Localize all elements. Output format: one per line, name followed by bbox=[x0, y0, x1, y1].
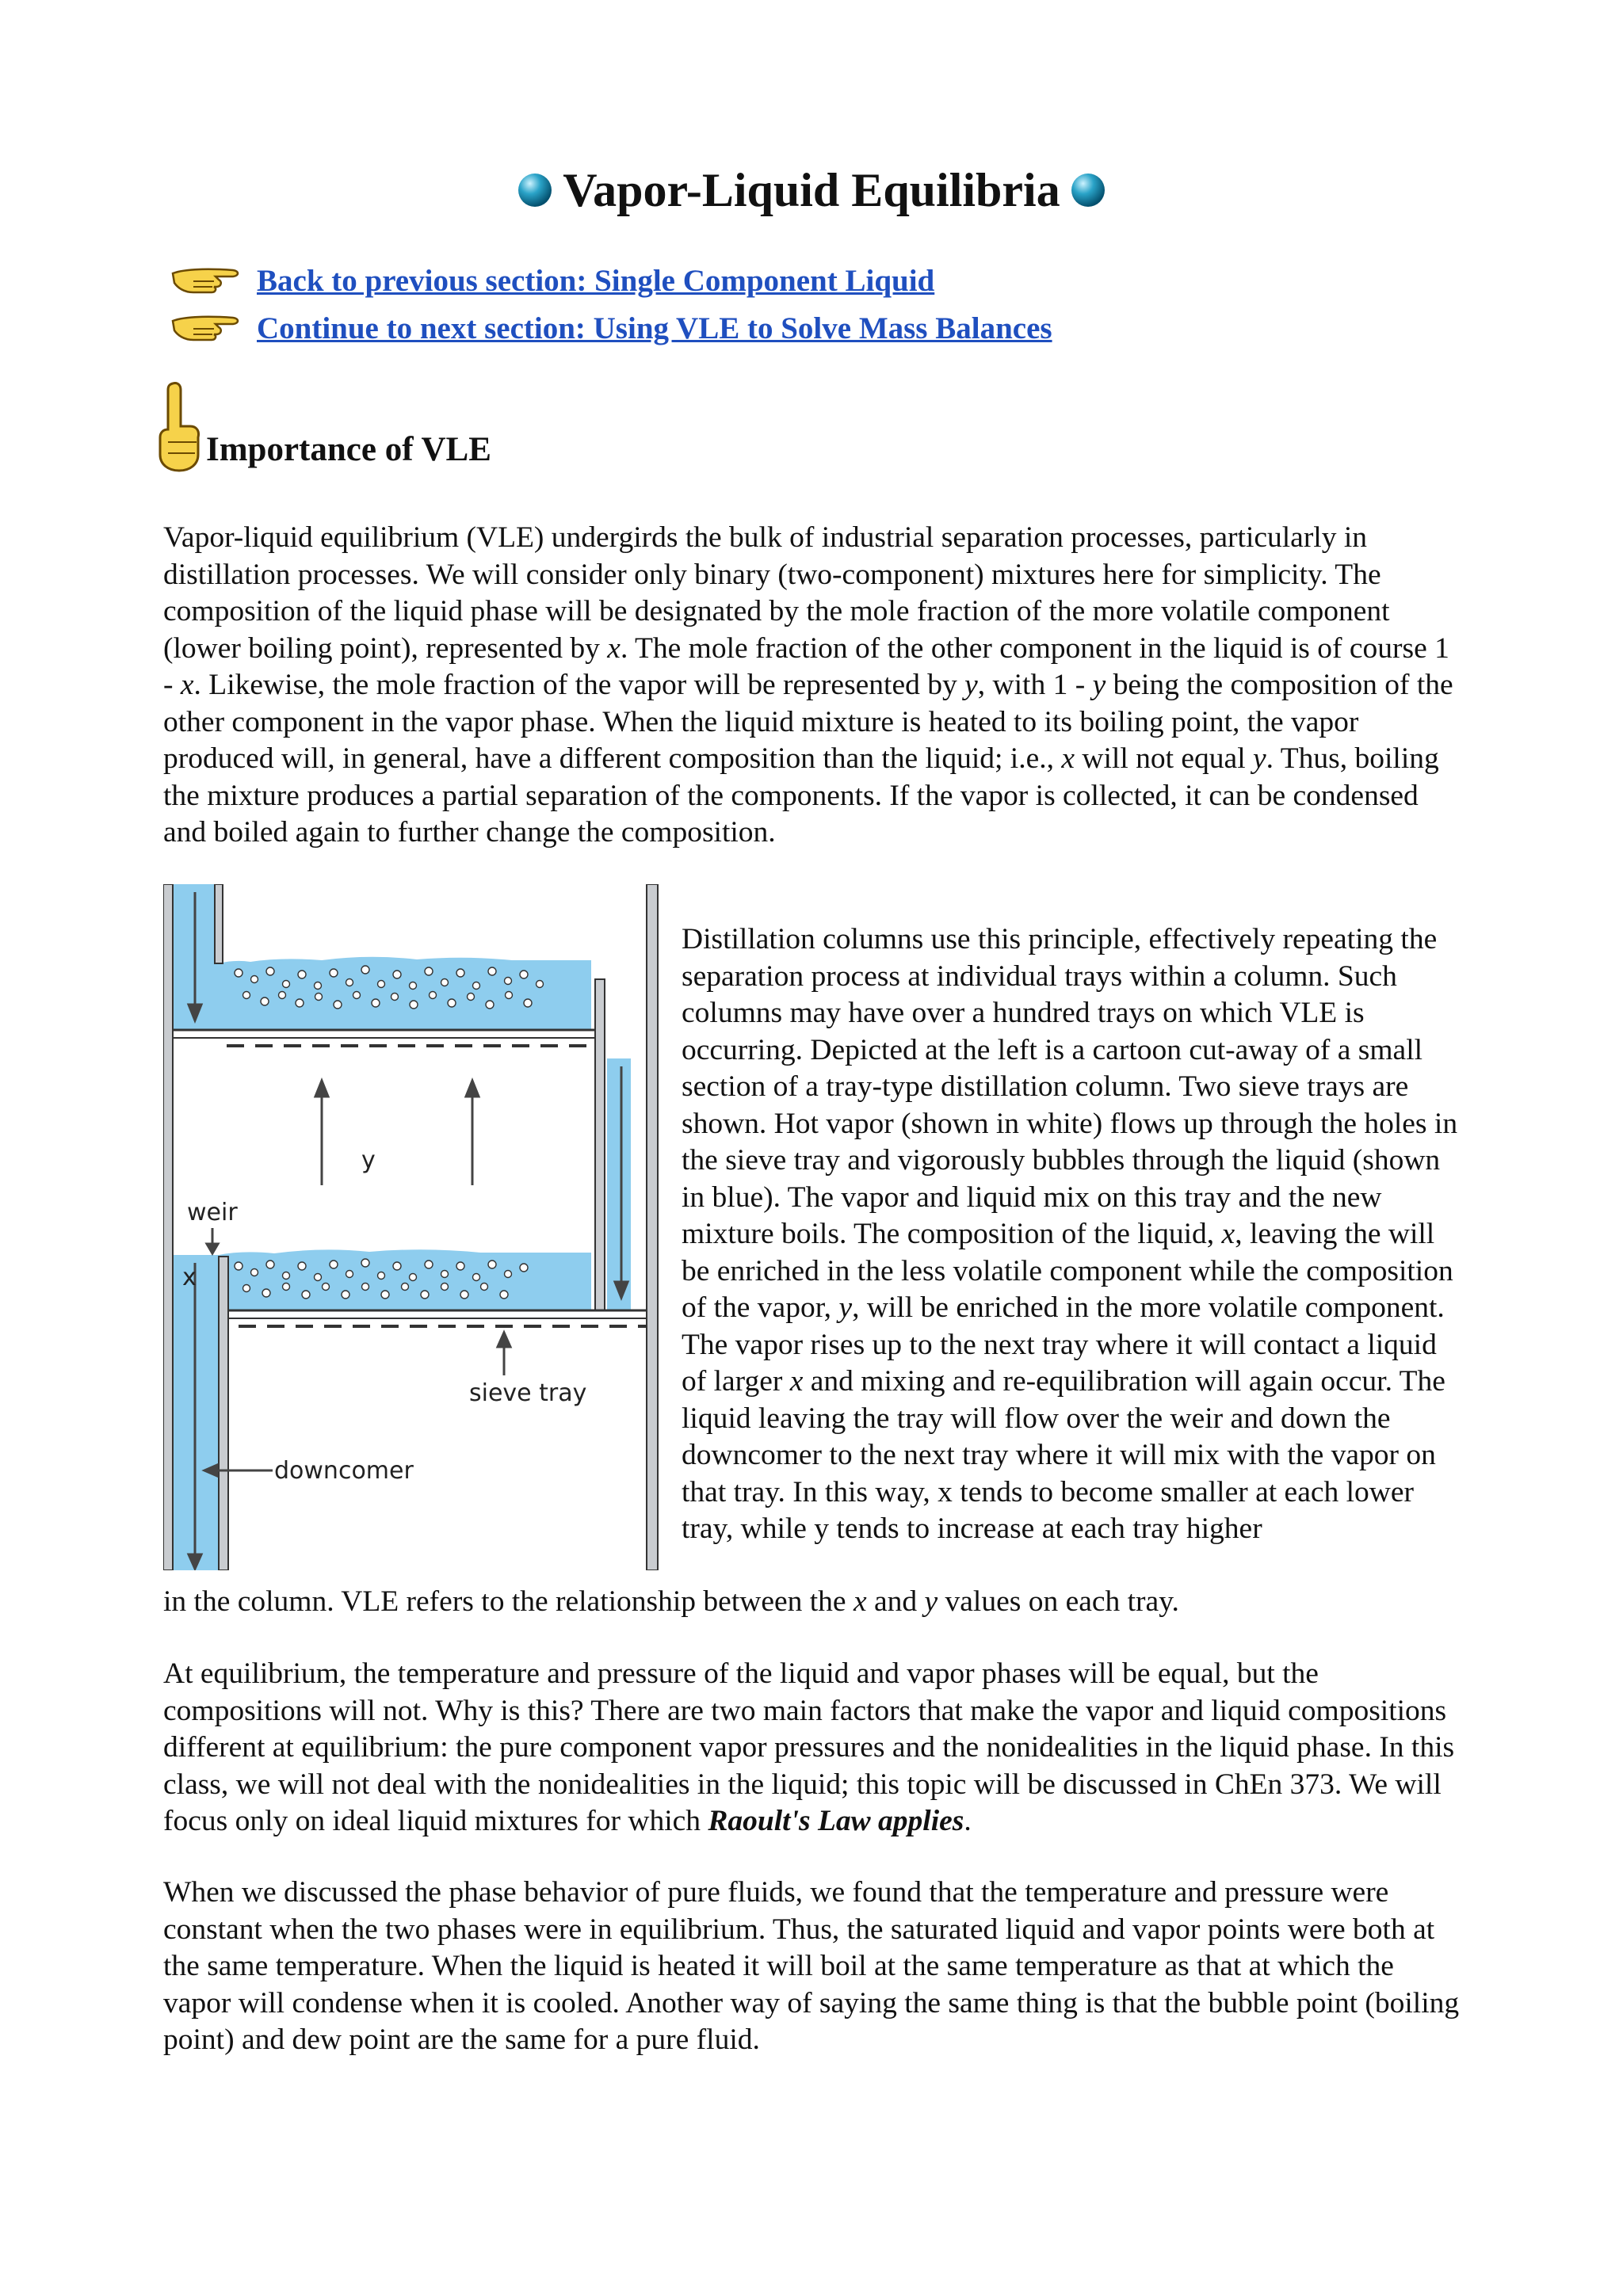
upper-right-downcomer-wall bbox=[595, 979, 605, 1310]
section-title: Importance of VLE bbox=[206, 431, 491, 468]
section-heading bbox=[155, 379, 491, 474]
distillation-paragraph-tail: in the column. VLE refers to the relationship between the x and y values on each tray. bbox=[163, 1585, 1179, 1618]
blue-ball-icon bbox=[1070, 172, 1106, 208]
lower-left-weir bbox=[219, 1257, 228, 1570]
nav-back-row bbox=[170, 257, 934, 304]
back-link[interactable]: Back to previous section: Single Component Liquid bbox=[257, 263, 935, 298]
pointing-hand-icon bbox=[170, 262, 242, 299]
pointing-hand-icon bbox=[170, 310, 242, 346]
label-weir: weir bbox=[187, 1199, 238, 1226]
upper-tray-liquid bbox=[219, 957, 591, 1030]
page-title-text: Vapor-Liquid Equilibria bbox=[563, 164, 1060, 216]
right-downcomer-liquid bbox=[607, 1058, 631, 1310]
label-sieve-tray: sieve tray bbox=[469, 1379, 587, 1407]
blue-ball-icon bbox=[517, 172, 553, 208]
label-x: x bbox=[182, 1264, 197, 1291]
next-link[interactable]: Continue to next section: Using VLE to Solve Mass Balances bbox=[257, 311, 1052, 345]
finger-up-icon bbox=[155, 379, 204, 474]
lower-tray-liquid bbox=[219, 1249, 591, 1310]
pure-fluid-paragraph: When we discussed the phase behavior of pure fluids, we found that the temperature and pressure were constant when the two phases were in equilibrium. Thus, the saturated liquid and vapor points were both at the same temperature. When the liquid is heated it will boil at the same temperature as that at which the vapor will condense when it is cooled. Another way of saying the same thing is that the bubble point (boiling point) and dew point are the same for a pure fluid. bbox=[163, 1876, 1460, 2056]
distillation-paragraph: Distillation columns use this principle, effectively repeating the separation process at individual trays within a column. Such columns may have over a hundred trays on which VLE is occurring. Depicted at the left is a cartoon cut-away of a small section of a tray-type distillation column. Two sieve trays are shown. Hot vapor (shown in white) flows up through the holes in the sieve tray and vigorously bubbles through the liquid (shown in blue). The vapor and liquid mix on this tray and the new mixture boils. The composition of the liquid, x, leaving the will be enriched in the less volatile component while the composition of the vapor, y, will be enriched in the more volatile component. The vapor rises up to the next tray where it will contact a liquid of larger x and mixing and re-equilibration will again occur. The liquid leaving the tray will flow over the weir and down the downcomer to the next tray where it will mix with the vapor on that tray. In this way, x tends to become smaller at each lower tray, while y tends to increase at each tray higher bbox=[682, 923, 1458, 1545]
intro-paragraph: Vapor-liquid equilibrium (VLE) undergirds the bulk of industrial separation processes, particularly in distillation processes. We will consider only binary (two-component) mixtures here for simplicity. The composition of the liquid phase will be designated by the mole fraction of the more volatile component (lower boiling point), represented by x. The mole fraction of the other component in the liquid is of course 1 - x. Likewise, the mole fraction of the vapor will be represented by y, with 1 - y being the composition of the other component in the vapor phase. When the liquid mixture is heated to its boiling point, the vapor produced will, in general, have a different composition than the liquid; i.e., x will not equal y. Thus, boiling the mixture produces a partial separation of the components. If the vapor is collected, it can be condensed and boiled again to further change the composition. bbox=[163, 521, 1453, 849]
label-y: y bbox=[361, 1146, 376, 1174]
left-column-wall bbox=[163, 884, 173, 1570]
equilibrium-paragraph: At equilibrium, the temperature and pressure of the liquid and vapor phases will be equal, but the compositions will not. Why is this? There are two main factors that make the vapor and liquid compositions different at equilibrium: the pure component vapor pressures and the nonidealities in the liquid phase. In this class, we will not deal with the nonidealities in the liquid; this topic will be discussed in ChEn 373. We will focus only on ideal liquid mixtures for which Raoult's Law applies. bbox=[163, 1657, 1455, 1837]
lower-sieve-tray bbox=[228, 1310, 647, 1326]
label-downcomer: downcomer bbox=[274, 1457, 414, 1485]
right-column-wall bbox=[647, 884, 658, 1570]
distillation-column-diagram bbox=[163, 884, 667, 1570]
upper-sieve-tray bbox=[173, 1030, 595, 1046]
upper-left-weir bbox=[215, 884, 223, 963]
page-title bbox=[0, 158, 1623, 222]
nav-next-row bbox=[170, 304, 1052, 352]
